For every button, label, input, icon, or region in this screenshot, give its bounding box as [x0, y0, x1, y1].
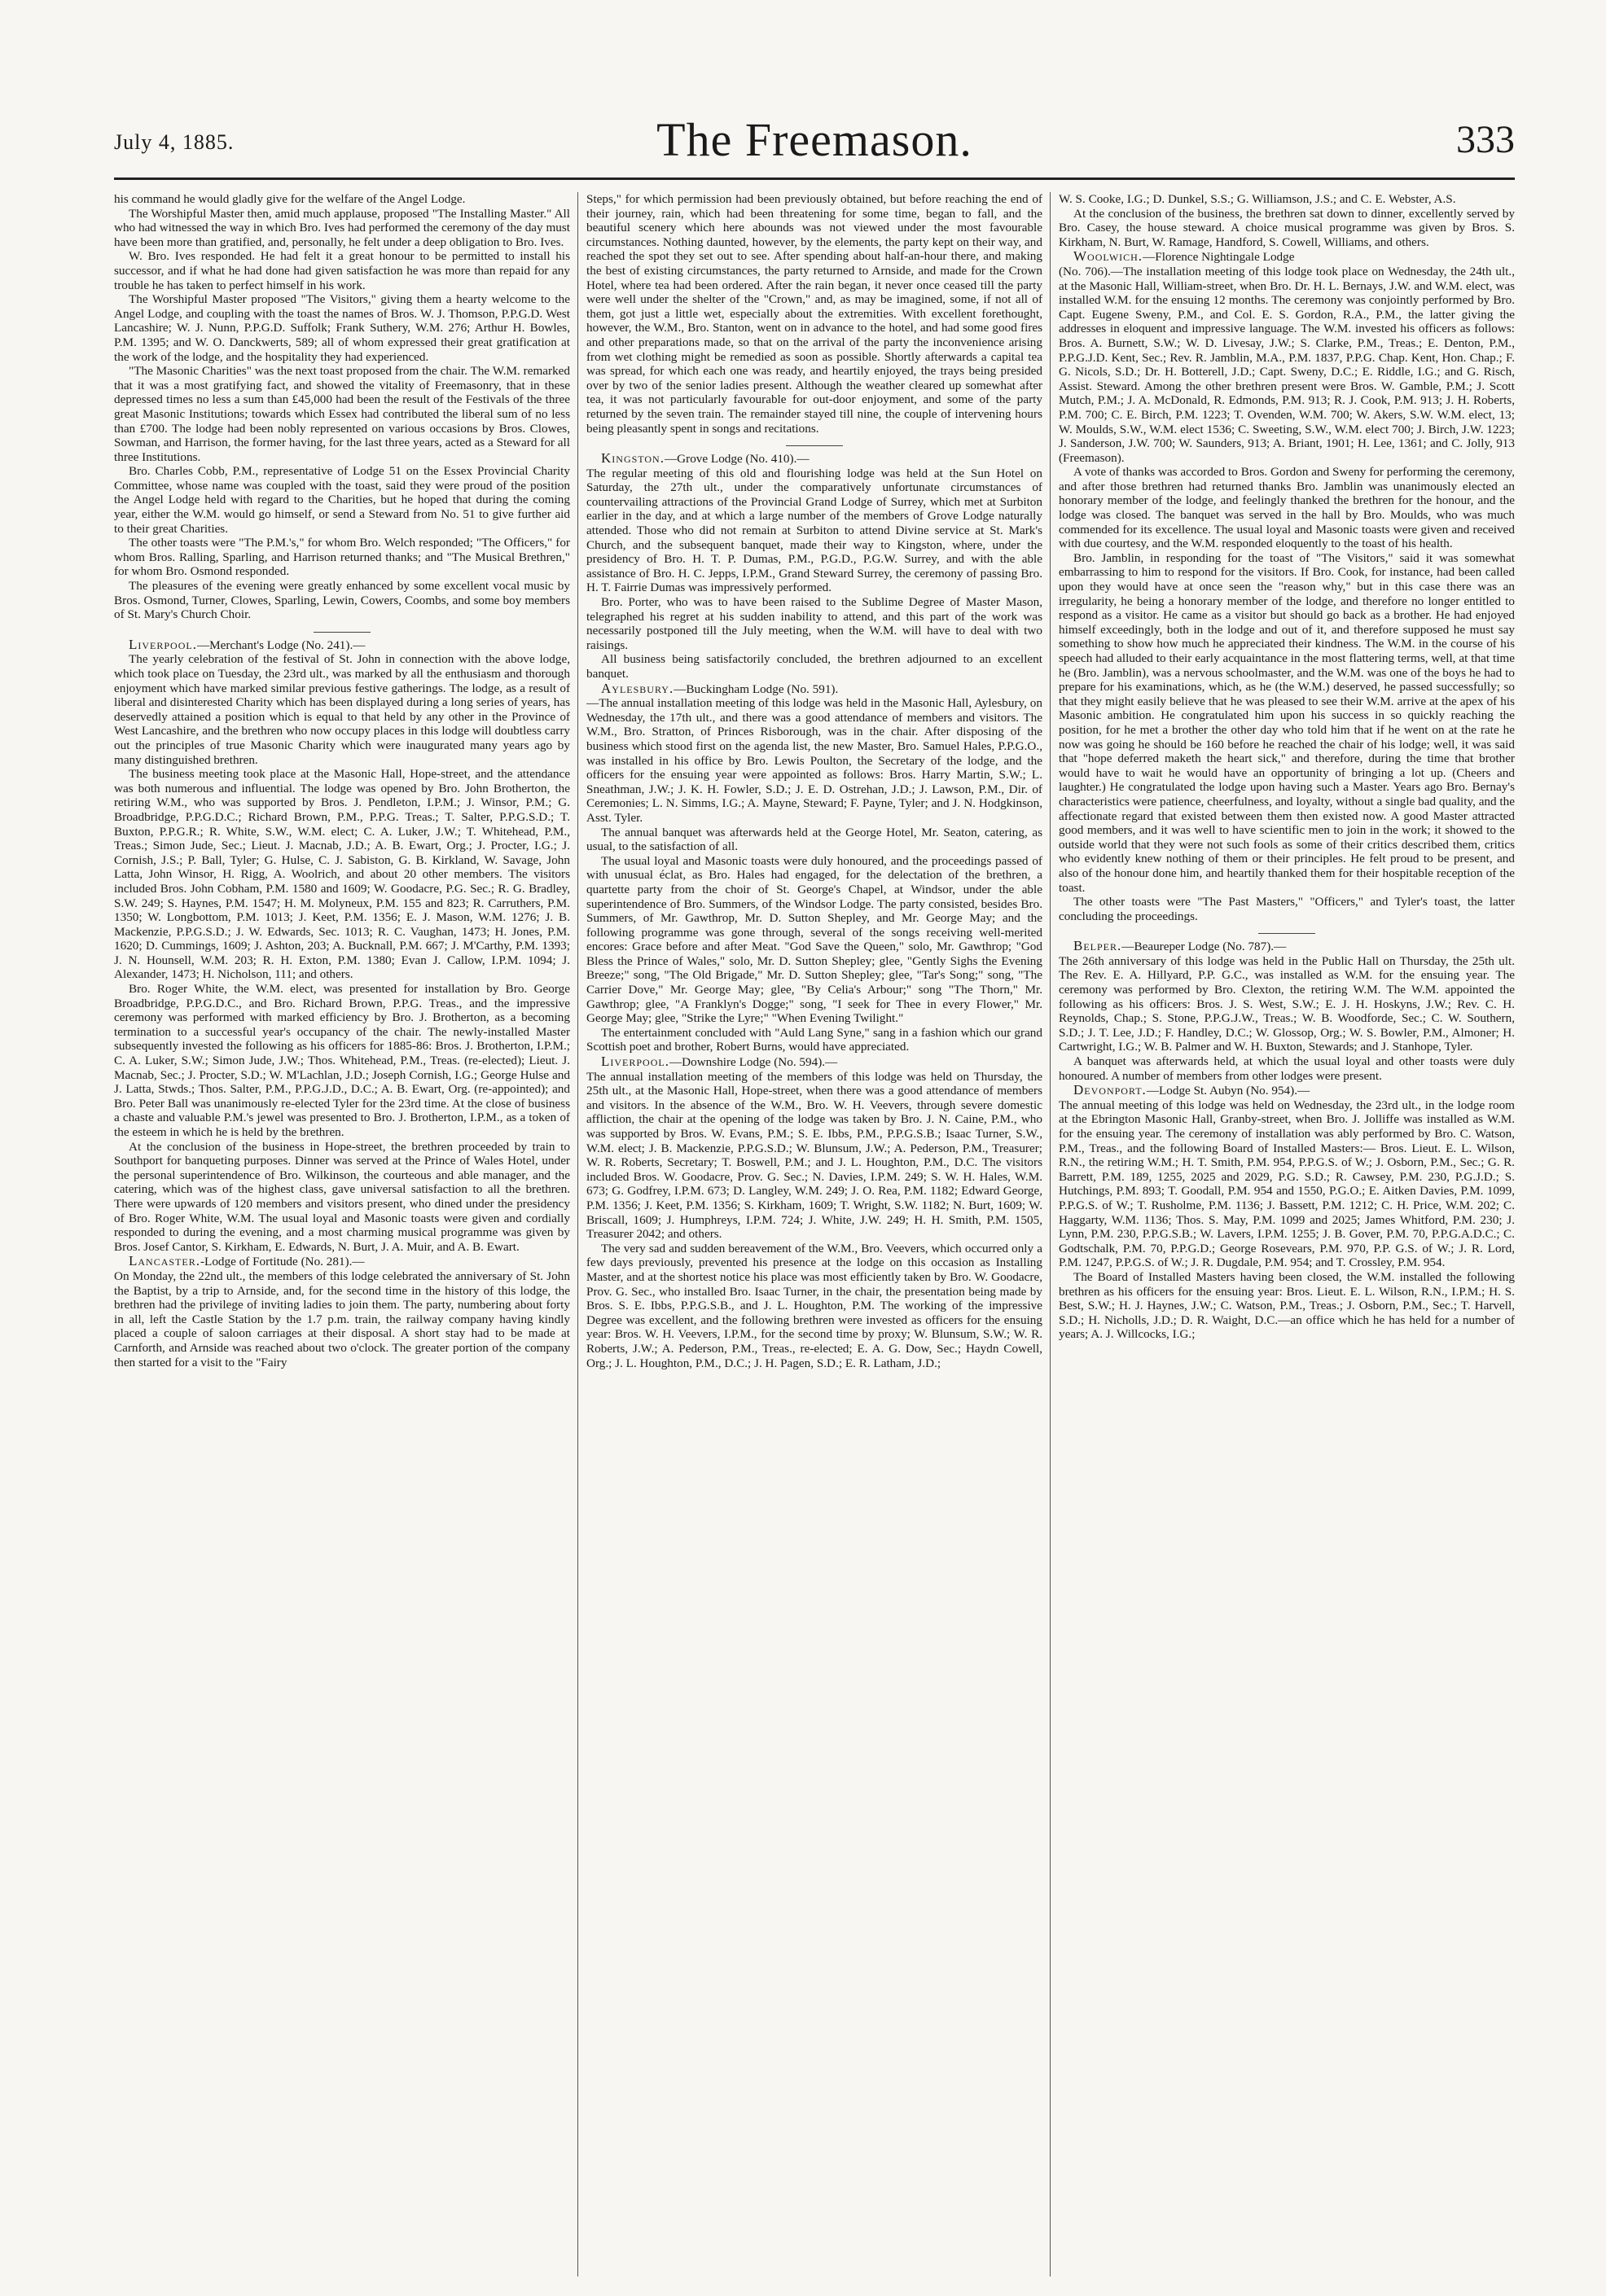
paragraph: The business meeting took place at the Masonic Hall, Hope-street, and the attendance was both numerous and influential. The lodge was opened by Bro. John Brotherton, the retiring W.M., who was supported by Bros. J. Pendleton, I.P.M.; J. Winsor, P.M.; G. Broadbridge, P.P.G.D.C.; Richard Brown, P.M., P.P.G. Treas.; T. Salter, P.P.G.S.D.; T. Buxton, P.P.G.R.; R. White, S.W., W.M. elect; C. A. Luker, J.W.; T. Whitehead, P.M., Treas.; Simon Jude, Sec.; Lieut. J. Macnab, J.D.; A. B. Ewart, Org.; J. Procter, I.G.; J. Cornish, J.S.; P. Ball, Tyler; G. Hulse, C. J. Sabiston, G. B. Kirkland, W. Savage, John Latta, John Winsor, H. Rigg, A. Woolrich, and about 20 other members. The visitors included Bros. John Cobham, P.M. 1580 and 1609; W. Goodacre, P.G. Sec.; R. G. Bradley, S.W. 249; S. Haynes, P.M. 1547; H. M. Molyneux, P.M. 155 and 823; R. Carruthers, P.M. 1350; W. Longbottom, P.M. 1013; J. Keet, P.M. 1356; E. J. Mason, W.M. 1276; J. B. Mackenzie, P.P.G.S.D.; J. W. Edwards, Sec. 1013; R. C. Vaughan, 1473; H. Jones, P.M. 1620; D. Cummings, 1609; J. Ashton, 203; A. Bucknall, P.M. 667; J. M'Carthy, P.M. 1393; J. N. Hounsell, W.M. 203; R. H. Exton, P.M. 1380; Evan J. Callow, I.P.M. 1094; J. Alexander, 1473; H. Nicholson, 111; and others. — [114, 767, 570, 982]
paragraph: The Worshipful Master proposed "The Visitors," giving them a hearty welcome to the Angel Lodge, and coupling with the toast the names of Bros. W. J. Thomson, P.P.G.D. West Lancashire; W. J. Nunn, P.P.G.D. Suffolk; Frank Suthery, W.M. 276; Arthur H. Bowles, P.M. 1395; and W. O. Danckwerts, 589; all of whom expressed their great gratification at the work of the lodge, and the hospitality they had experienced. — [114, 292, 570, 364]
paragraph: The other toasts were "The Past Masters," "Officers," and Tyler's toast, the latter concluding the proceedings. — [1059, 895, 1515, 923]
heading-lodge: —Florence Nightingale Lodge — [1143, 250, 1295, 265]
article-columns — [114, 192, 1515, 2276]
paragraph: W. Bro. Ives responded. He had felt it a great honour to be permitted to install his successor, and if what he had done had given satisfaction he was more than repaid for any trouble he has taken to perfect himself in his work. — [114, 249, 570, 292]
heading-place: Aylesbury. — [601, 680, 674, 696]
heading-place: Kingston. — [601, 450, 665, 467]
newspaper-title: The Freemason. — [656, 113, 972, 166]
section-divider — [1258, 933, 1315, 934]
column-rule — [1042, 192, 1059, 2276]
section-heading — [586, 681, 1042, 697]
paragraph: At the conclusion of the business in Hope-street, the brethren proceeded by train to Southport for banqueting purposes. Dinner was served at the Prince of Wales Hotel, under the personal superintendence of Bro. Wilkinson, the courteous and able manager, and the catering, which was of the highest class, gave universal satisfaction to all the brethren. There were upwards of 120 members and visitors present, who dined under the presidency of Bro. Roger White, W.M. The usual loyal and Masonic toasts were given and cordially responded to during the evening, and a most charming musical programme was given by Bros. Josef Cantor, S. Kirkham, E. Edwards, N. Burt, J. A. Muir, and A. B. Ewart. — [114, 1139, 570, 1254]
paragraph: (No. 706).—The installation meeting of this lodge took place on Wednesday, the 24th ult., at the Masonic Hall, William-street, when Bro. Dr. H. L. Bernays, J.W. and W.M. elect, was installed W.M. for the ensuing 12 months. The ceremony was conjointly performed by Bro. Capt. Eugene Sweny, P.M., and Col. E. S. Gordon, R.A., P.M., the latter giving the addresses in eloquent and impressive language. The W.M. invested his officers as follows: Bros. A. Burnett, S.W.; W. D. Livesay, J.W.; S. Clarke, P.M., Treas.; E. Denton, P.M., P.P.G.J.D. Kent, Sec.; Rev. R. Jamblin, M.A., P.M. 1837, P.P.G. Chap. Kent, Hon. Chap.; F. G. Nicols, S.D.; Dr. H. Botterell, J.D.; Capt. Sweny, D.C.; E. Riddle, I.G.; and G. Risch, Assist. Steward. Among the other brethren present were Bros. W. Gamble, P.M.; J. Scott Mutch, P.M.; J. A. McDonald, R. Edmonds, P.M. 913; R. J. Cook, P.M. 913; J. H. Roberts, P.M. 700; C. E. Birch, P.M. 1223; T. Ovenden, W.M. 700; W. Akers, S.W. W.M. elect, 13; W. Moulds, S.W., W.M. elect 1536; C. Sweeting, S.W., W.M. elect 700; J. Birch, J.W. 1223; J. Sanderson, J.W. 700; W. Saunders, 913; A. Briant, 1901; H. Lee, 1361; and C. Jolly, 913 (Freemason). — [1059, 264, 1515, 465]
paragraph: The annual meeting of this lodge was held on Wednesday, the 23rd ult., in the lodge room at the Ebrington Masonic Hall, Granby-street, when Bro. J. Jolliffe was installed as W.M. for the ensuing year. The ceremony of installation was ably performed by Bro. C. Watson, P.M., Treas., and the following Board of Installed Masters:— Bros. Lieut. E. L. Wilson, R.N., the retiring W.M.; H. T. Smith, P.M. 954, P.P.G.S. of W.; J. Osborn, P.M., Sec.; G. R. Barrett, P.M. 189, 1255, 2025 and 2029, P.G. S.D.; R. Cawsey, P.M. 230, P.G.J.D.; S. Hutchings, P.M. 893; T. Goodall, P.M. 954 and 1550, P.G.O.; E. Aitken Davies, P.M. 1099, P.P.G.S. of W.; T. Rusholme, P.M. 1136; J. Bassett, P.M. 1212; C. H. Price, W.M. 202; C. Haggarty, W.M. 1136; Thos. S. May, P.M. 1099 and 2025; James Whitford, P.M. 230; J. Lynn, P.M. 230, P.P.G.S.B.; W. Lavers, I.P.M. 1255; J. B. Gover, P.M. 70, P.P.G.A.D.C.; C. Godtschalk, P.M. 70, P.P.G.D.; George Rosevears, P.M. 970, P.P. G.S. of W.; J. R. Lord, P.M. 1247, P.P.G.S. of W.; J. R. Dugdale, P.M. 954; and T. Crossley, P.M. 954. — [1059, 1098, 1515, 1270]
heading-place: Devonport. — [1073, 1082, 1147, 1098]
section-heading — [114, 1254, 570, 1269]
heading-place: Belper. — [1073, 938, 1122, 954]
column-3 — [1059, 192, 1515, 2276]
section-heading — [1059, 939, 1515, 954]
section-heading — [586, 1054, 1042, 1070]
heading-place: Lancaster. — [129, 1253, 200, 1269]
masthead — [114, 112, 1515, 180]
paragraph: The very sad and sudden bereavement of the W.M., Bro. Veevers, which occurred only a few days previously, prevented his presence at the lodge on this occasion as Installing Master, and at the shortest notice his place was most efficiently taken by Bro. W. Goodacre, Prov. G. Sec., who installed Bro. Isaac Turner, in the chair, the presentation being made by Bros. S. E. Ibbs, P.P.G.S.B., and J. L. Houghton, P.M. The working of the impressive Degree was excellent, and the following brethren were invested as officers for the ensuing year: Bros. W. H. Veevers, I.P.M., for the second time by proxy; W. Blunsum, S.W.; W. R. Roberts, J.W.; A. Pederson, P.M., Treas., re-elected; E. A. G. Dow, Sec.; Haydn Cowell, Org.; J. L. Houghton, P.M., D.C.; J. H. Pagen, S.D.; E. R. Latham, J.D.; — [586, 1241, 1042, 1370]
paragraph: The other toasts were "The P.M.'s," for whom Bro. Welch responded; "The Officers," for whom Bros. Ralling, Sparling, and Harrison returned thanks; and "The Musical Brethren," for whom Bro. Osmond responded. — [114, 536, 570, 579]
paragraph: The pleasures of the evening were greatly enhanced by some excellent vocal music by Bros. Osmond, Turner, Clowes, Sparling, Lewin, Cowers, Coombs, and some boy members of St. Mary's Church Choir. — [114, 579, 570, 622]
section-heading — [1059, 1083, 1515, 1098]
heading-lodge: -Lodge of Fortitude (No. 281).— — [200, 1255, 365, 1269]
heading-place: Liverpool. — [601, 1054, 669, 1070]
paragraph: A vote of thanks was accorded to Bros. Gordon and Sweny for performing the ceremony, and after those brethren had returned thanks Bro. Jamblin was unanimously elected an honorary member of the lodge, and feelingly thanked the brethren for the honour, and the lodge was closed. The banquet was served in the hall by Bro. Moulds, who was much commended for its excellence. The usual loyal and Masonic toasts were given and received with due courtesy, and the W.M. responded eloquently to the toast of his health. — [1059, 465, 1515, 551]
heading-place: Liverpool. — [129, 636, 197, 652]
section-heading — [586, 451, 1042, 467]
paragraph: Bro. Jamblin, in responding for the toast of "The Visitors," said it was somewhat embarrassing to him to respond for the visitors. If Bro. Cook, for instance, had been called upon they would have at once seen the "reason why," but in this case there was an irregularity, he being a honorary member of the lodge, and therefore no longer entitled to respond as a visitor. He came as a visitor but should go back as a brother. He had enjoyed himself exceedingly, both in the lodge and out of it, and therefore supposed he must say something to show how much he appreciated their kindness. The W.M. in the course of his speech had alluded to their early acquaintance in the most flattering terms, well, at that time he (Bro. Jamblin), was a nervous schoolmaster, and the W.M. was one of the boys he had to prepare for his examinations, which, as he (the W.M.) deserved, he passed successfully; so that they might easily believe that he was pleased to see their W.M. arrive at the apex of his Masonic ambition. He congratulated him upon his success in so quickly reaching the position, for he met a brother the other day who told him that if he went on at the rate he now was going he should be 160 before he reached the chair of his lodge; well, it was said that "hope deferred maketh the heart sick," and therefore, during the time that brother would have to wait he would have an opportunity of bringing a lot up. (Cheers and laughter.) He congratulated the lodge upon having such a Master. Years ago Bro. Bernay's characteristics were patience, cheerfulness, and loyalty, without a single bad quality, and the affectionate regard that existed between them then existed now. A good Master attracted good members, and it was well to have scientific men to join in the work; it showed to the outside world that they were not such fools as some of their critics described them, critics who evidently knew nothing of them or their principles. He felt proud to be present, and also of the honour done him, and heartily thanked them for their hospitable reception of the toast. — [1059, 550, 1515, 895]
section-divider — [314, 632, 371, 633]
paragraph: The regular meeting of this old and flourishing lodge was held at the Sun Hotel on Saturday, the 27th ult., under the comparatively unfortunate circumstances of countervailing attractions of the Provincial Grand Lodge of Surrey, which met at Surbiton earlier in the day, and at which a large number of the members of Grove Lodge naturally attended. Those who did not remain at Surbiton to attend Divine service at St. Mark's Church, and the subsequent banquet, made their way to Kingston, where, under the presidency of Bro. H. T. P. Dumas, P.M., P.G.D., P.G.W. Surrey, and with the able assistance of Bro. H. C. Jepps, I.P.M., Grand Steward Surrey, the ceremony of passing Bro. H. T. Fairrie Dumas was impressively performed. — [586, 466, 1042, 595]
paragraph: The Worshipful Master then, amid much applause, proposed "The Installing Master." All who had witnessed the way in which Bro. Ives had performed the ceremony of the day must have been more than gratified, and, personally, he felt under a deep obligation to Bro. Ives. — [114, 206, 570, 249]
section-divider — [786, 445, 843, 446]
section-heading — [114, 638, 570, 653]
paragraph: The 26th anniversary of this lodge was held in the Public Hall on Thursday, the 25th ult. The Rev. E. A. Hillyard, P.P. G.C., was installed as W.M. for the ensuing year. The ceremony was performed by Bro. Clexton, the retiring W.M. The W.M. appointed the following as his officers: Bros. J. S. West, S.W.; E. J. H. Hoskyns, J.W.; Rev. C. H. Reynolds, Chap.; S. Stone, P.P.G.J.W., Treas.; W. B. Woodforde, Sec.; C. W. Southern, S.D.; J. T. Lee, J.D.; F. Handley, D.C.; W. Glossop, Org.; W. S. Bowler, P.M., Almoner; H. Cartwright, I.G.; W. B. Palmer and W. H. Buxton, Stewards; and J. Stanhope, Tyler. — [1059, 953, 1515, 1054]
column-2 — [586, 192, 1042, 2276]
column-1 — [114, 192, 570, 2276]
paragraph: The Board of Installed Masters having been closed, the W.M. installed the following brethren as his officers for the ensuing year: Bros. Lieut. E. L. Wilson, R.N., I.P.M.; H. S. Best, S.W.; H. J. Haynes, J.W.; C. Watson, P.M., Treas.; J. Osborn, P.M., Sec.; T. Harvell, S.D.; H. Nicholls, J.D.; D. R. Waight, D.C.—an office which he has held for a number of years; A. J. Willcocks, I.G.; — [1059, 1269, 1515, 1342]
paragraph: The yearly celebration of the festival of St. John in connection with the above lodge, which took place on Tuesday, the 23rd ult., was marked by all the enthusiasm and thorough enjoyment which have marked similar previous festive gatherings. The lodge, as a result of liberal and disinterested Charity which has been displayed during a long series of years, has deservedly attained a position which is equal to that held by any other in the Province of West Lancashire, and the brethren who now occupy places in this lodge will doubtless carry out the principles of true Masonic Charity which were inaugurated many years ago by many distinguished brethren. — [114, 652, 570, 767]
issue-date: July 4, 1885. — [114, 130, 235, 154]
paragraph: On Monday, the 22nd ult., the members of this lodge celebrated the anniversary of St. John the Baptist, by a trip to Arnside, and, for the second time in the history of this lodge, the brethren had the privilege of inviting ladies to join them. The party, numbering about forty in all, left the Castle Station by the 1.7 p.m. train, the railway company having kindly placed a couple of saloon carriages at their disposal. A short stay had to be made at Carnforth, and Arnside was reached about two o'clock. The greater portion of the company then started for a visit to the "Fairy — [114, 1268, 570, 1369]
paragraph: A banquet was afterwards held, at which the usual loyal and other toasts were duly honoured. A number of members from other lodges were present. — [1059, 1054, 1515, 1083]
paragraph: Bro. Charles Cobb, P.M., representative of Lodge 51 on the Essex Provincial Charity Committee, whose name was coupled with the toast, said they were proud of the position the Angel Lodge held with regard to the Charities, but he hoped that during the coming year, either the W.M. would go himself, or send a Steward from No. 51 to give further aid to their great Charities. — [114, 464, 570, 536]
heading-lodge: —Lodge St. Aubyn (No. 954).— — [1146, 1084, 1310, 1098]
paragraph: The annual installation meeting of the members of this lodge was held on Thursday, the 25th ult., at the Masonic Hall, Hope-street, when there was a good attendance of members and visitors. In the absence of the W.M., Bro. W. H. Veevers, through severe domestic affliction, the chair at the opening of the lodge was taken by Bro. J. N. Caine, P.M., who was supported by Bros. W. Evans, P.M.; S. E. Ibbs, P.M., P.P.G.S.B.; Isaac Turner, S.W., W.M. elect; J. B. Mackenzie, P.P.G.S.D.; W. Blunsum, J.W.; A. Pederson, P.M., Treasurer; W. R. Roberts, Secretary; T. Boswell, P.M.; and J. L. Houghton, P.M., D.C. The visitors included Bros. W. Goodacre, Prov. G. Sec.; N. Davies, I.P.M. 249; S. W. H. Hales, W.M. 673; G. Godfrey, I.P.M. 673; D. Langley, W.M. 249; J. O. Rea, P.M. 1182; Edward George, P.M. 1356; J. Keet, P.M. 1356; S. Kirkham, 1609; T. Wright, S.W. 1182; N. Burt, 1609; W. Briscall, 1609; J. Humphreys, I.P.M. 724; J. White, J.W. 249; H. H. Smith, P.M. 1505, Treasurer 2042; and others. — [586, 1069, 1042, 1242]
paragraph: The usual loyal and Masonic toasts were duly honoured, and the proceedings passed of with unusual éclat, as Bro. Hales had engaged, for the delectation of the brethren, a quartette party from the choir of St. George's Chapel, at Windsor, under the able superintendence of Bro. Summers, of the Windsor Lodge. The party consisted, besides Bro. Summers, of Mr. Gawthrop, Mr. D. Sutton Shepley, and Mr. George May; and the following programme was gone through, several of the songs receiving well-merited encores: Grace before and after Meat. "God Save the Queen," solo, Mr. Gawthrop; "God Bless the Prince of Wales," solo, Mr. D. Sutton Shepley; glee, "Gently Sighs the Evening Breeze;" song, "The Old Brigade," Mr. D. Sutton Shepley; glee, "Tar's Song;" song, "The Carrier Dove," Mr. George May; glee, "By Celia's Arbour;" song "The Thorn," Mr. Gawthrop; glee, "A Franklyn's Dogge;" song, "I seek for Thee in every Flower," Mr. George May; glee, "Strike the Lyre;" "When Evening Twilight." — [586, 853, 1042, 1026]
section-heading — [1059, 249, 1515, 265]
paragraph: The annual banquet was afterwards held at the George Hotel, Mr. Seaton, catering, as usual, to the satisfaction of all. — [586, 825, 1042, 854]
paragraph: his command he would gladly give for the welfare of the Angel Lodge. — [114, 192, 466, 206]
page-number: 333 — [1456, 118, 1515, 161]
paragraph: —The annual installation meeting of this lodge was held in the Masonic Hall, Aylesbury, on Wednesday, the 17th ult., and there was a good attendance of members and visitors. The W.M., Bro. Stratton, of Princes Risborough, was in the chair. After disposing of the business which stood first on the agenda list, the new Master, Bro. Samuel Hales, P.P.G.O., was installed in his office by Bro. Lewis Poulton, the Secretary of the lodge, and the officers for the ensuing year were appointed as follows: Bros. Harry Martin, S.W.; L. Sneathman, J.W.; J. K. H. Fowler, S.D.; J. E. D. Ostrehan, J.D.; J. Lawson, P.M., Dir. of Ceremonies; L. N. Simms, I.G.; A. Mayne, Steward; F. Payne, Tyler; and J. N. Hodgkinson, Asst. Tyler. — [586, 696, 1042, 825]
heading-place: Woolwich. — [1073, 248, 1143, 265]
paragraph: Bro. Roger White, the W.M. elect, was presented for installation by Bro. George Broadbridge, P.P.G.D.C., and Bro. Richard Brown, P.P.G. Treas., and the impressive ceremony was performed with marked efficiency by Bro. J. Brotherton, as a becoming termination to a successful year's occupancy of the chair. The newly-installed Master subsequently invested the following as his officers for 1885-86: Bros. J. Brotherton, I.P.M.; C. A. Luker, S.W.; Simon Jude, J.W.; Thos. Whitehead, P.M., Treas. (re-elected); Lieut. J. Macnab, Sec.; J. Procter, S.D.; W. M'Lachlan, J.D.; Joseph Cornish, I.G.; George Hulse and J. Latta, Stwds.; Thos. Salter, P.M., P.P.G.J.D., D.C.; A. B. Ewart, Org. (re-appointed); and Bro. Peter Ball was unanimously re-elected Tyler for the 23rd time. At the close of business a chaste and valuable P.M.'s jewel was presented to Bro. J. Brotherton, I.P.M., as a token of the esteem in which he is held by the brethren. — [114, 982, 570, 1139]
paragraph: Steps," for which permission had been previously obtained, but before reaching the end of their journey, rain, which had been threatening for some time, began to fall, and the beautiful scenery which here abounds was not viewed under the most favourable circumstances. Nothing daunted, however, by the elements, the party kept on their way, and reached the spot they set out to see. After spending about half-an-hour there, and making the best of existing circumstances, the party returned to Arnside, and made for the Crown Hotel, where tea had been ordered. After the rain began, it never once ceased till the party were well under the shelter of the "Crown," and, as may be imagined, some, if not all of them, got just a little wet, especially about the extremities. With excellent forethought, however, the W.M., Bro. Stanton, went on in advance to the hotel, and had some good fires and other preparations made, so that on the arrival of the party the inconvenience arising from wet clothing might be remedied as soon as possible. Shortly afterwards a capital tea was spread, for which each one was ready, and heartily enjoyed, the trays being presided over by two of the senior ladies present. Although the weather cleared up somewhat after tea, it was not particularly favourable for out-door enjoyment, and some of the party returned by the seven train. The remainder stayed till nine, the couple of intervening hours being pleasantly spent in songs and recitations. — [586, 192, 1042, 436]
heading-lodge: —Merchant's Lodge (No. 241).— — [196, 638, 366, 652]
heading-lodge: —Grove Lodge (No. 410).— — [664, 452, 810, 467]
heading-lodge: —Downshire Lodge (No. 594).— — [669, 1055, 838, 1070]
heading-lodge: —Buckingham Lodge (No. 591). — [674, 681, 839, 696]
paragraph: Bro. Porter, who was to have been raised to the Sublime Degree of Master Mason, telegraphed his regret at his sudden inability to attend, and this part of the work was necessarily postponed till the July meeting, when the W.M. will have to deal with two raisings. — [586, 595, 1042, 652]
paragraph: At the conclusion of the business, the brethren sat down to dinner, excellently served by Bro. Casey, the house steward. A choice musical programme was given by Bros. S. Kirkham, N. Burt, W. Ramage, Handford, S. Cowell, Williams, and others. — [1059, 206, 1515, 249]
paragraph: All business being satisfactorily concluded, the brethren adjourned to an excellent banquet. — [586, 652, 1042, 681]
paragraph: W. S. Cooke, I.G.; D. Dunkel, S.S.; G. Williamson, J.S.; and C. E. Webster, A.S. — [1059, 192, 1456, 206]
column-rule — [570, 192, 586, 2276]
heading-lodge: —Beaureper Lodge (No. 787).— — [1121, 940, 1287, 954]
paragraph: "The Masonic Charities" was the next toast proposed from the chair. The W.M. remarked that it was a most gratifying fact, and showed the vitality of Freemasonry, that in these depressed times no less a sum than £45,000 had been the result of the Festivals of the three great Masonic Institutions; towards which Essex had contributed the liberal sum of no less than £700. The lodge had been nobly represented on various occasions by Bros. Clowes, Sowman, and Harrison, the former having, for the last three years, acted as a Steward for all three Institutions. — [114, 364, 570, 464]
paragraph: The entertainment concluded with "Auld Lang Syne," sang in a fashion which our grand Scottish poet and brother, Robert Burns, would have appreciated. — [586, 1025, 1042, 1054]
